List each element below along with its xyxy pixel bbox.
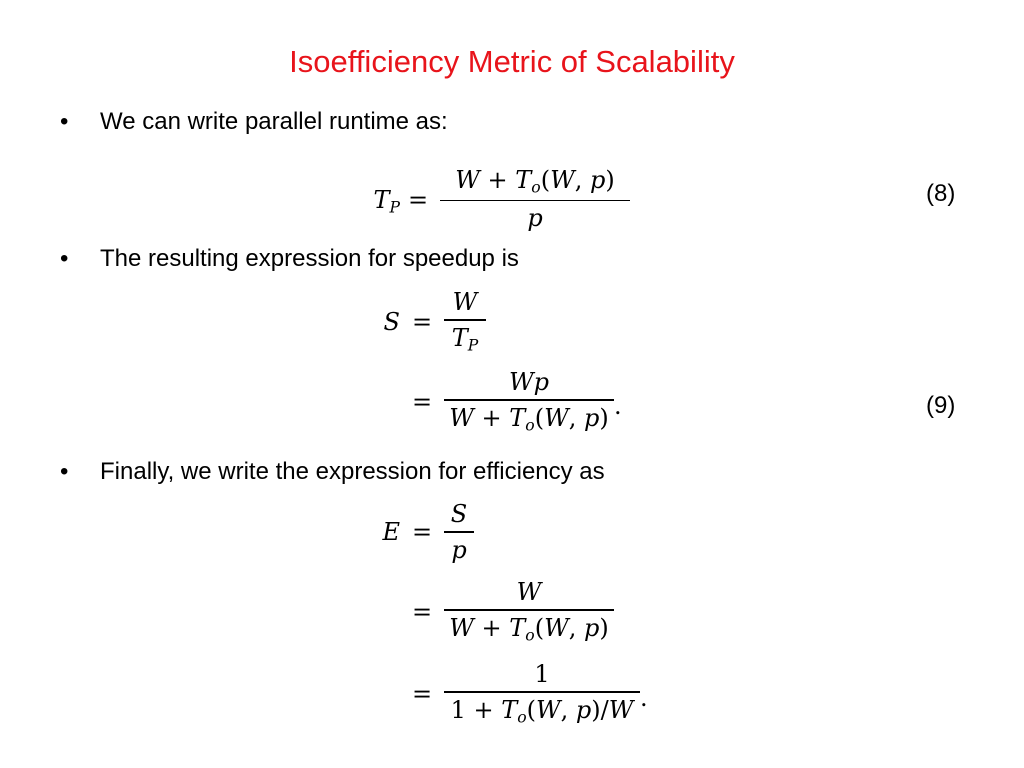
eq-equals: = [412, 598, 433, 626]
eq-equals: = [412, 388, 433, 416]
slide-title: Isoefficiency Metric of Scalability [289, 44, 735, 79]
bullet-marker: • [60, 108, 69, 135]
equation-number-9: (9) [926, 392, 956, 419]
bullet-text: Finally, we write the expression for efficiency as [100, 458, 605, 485]
eq-fraction: Wp $W + T_o(W$, p) [444, 368, 614, 434]
eq-fraction: W $T_P$ [444, 288, 486, 354]
eq-lhs: E [382, 518, 400, 546]
eq-equals: = [412, 680, 433, 708]
bullet-runtime [60, 108, 448, 136]
equation-number-8: (8) [926, 180, 956, 207]
eq-fraction: W $W + T_o(W$, p) [444, 578, 614, 644]
eq-fraction: S p [444, 500, 474, 564]
eq-lhs: $T_P$ [373, 186, 400, 217]
eq-equals: = [412, 308, 433, 336]
eq-fraction: 1 $1 + T_o(W$, p)/W [444, 660, 640, 726]
bullet-efficiency [60, 458, 605, 486]
bullet-text: We can write parallel runtime as: [100, 108, 448, 135]
bullet-speedup [60, 245, 519, 273]
bullet-marker: • [60, 458, 69, 485]
eq-equals: = [408, 186, 429, 214]
bullet-text: The resulting expression for speedup is [100, 245, 519, 272]
eq-period: . [640, 684, 648, 712]
eq-equals: = [412, 518, 433, 546]
bullet-marker: • [60, 245, 69, 272]
eq-fraction: $W + T_o(W$, p) p [440, 166, 630, 232]
eq-lhs: S [383, 308, 400, 336]
eq-period: . [614, 392, 622, 420]
